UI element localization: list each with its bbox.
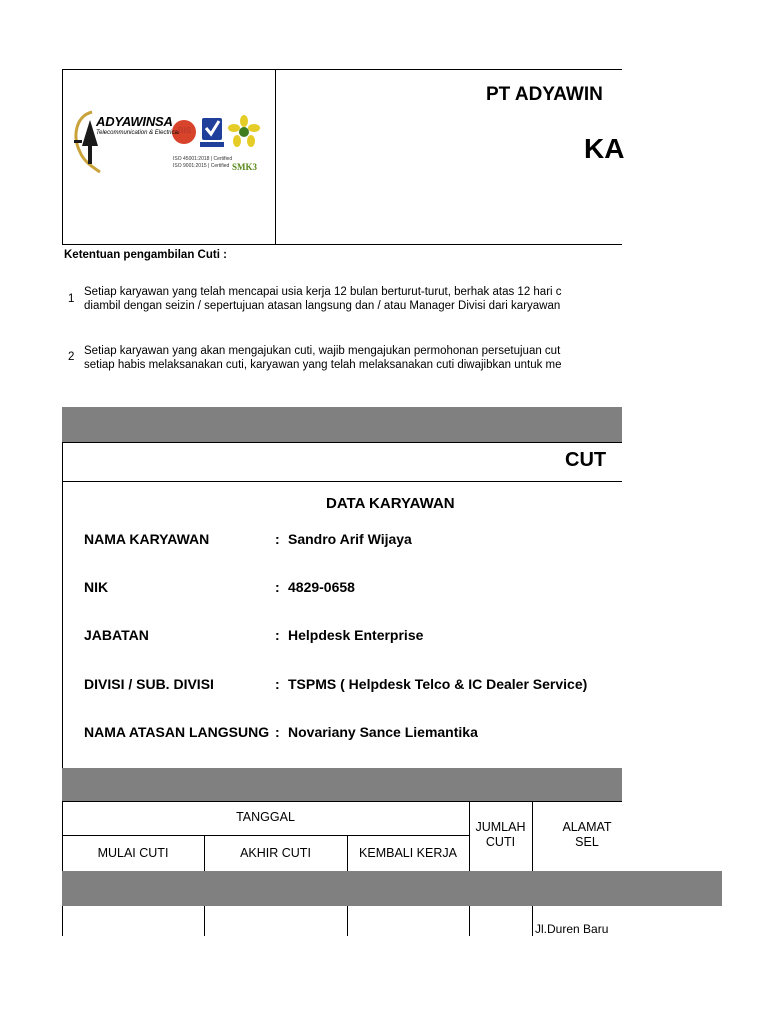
field-colon: : xyxy=(275,676,280,692)
table-border xyxy=(204,906,205,936)
header-line: SEL xyxy=(575,835,599,849)
header-line: ALAMAT xyxy=(562,820,612,834)
section-border xyxy=(62,442,622,443)
header-divider xyxy=(275,69,276,245)
field-value-nama: Sandro Arif Wijaya xyxy=(288,531,412,547)
rule-line: setiap habis melaksanakan cuti, karyawan yang telah melaksanakan cuti diwajibkan untuk me xyxy=(84,359,562,371)
logo-tagline: Telecommunication & Electrical xyxy=(96,130,180,136)
field-value-atasan: Novariany Sance Liemantika xyxy=(288,724,478,740)
rule-line: diambil dengan seizin / sepertujuan atasan langsung dan / atau Manager Divisi dari karyawan xyxy=(84,300,561,312)
column-header-tanggal: TANGGAL xyxy=(236,810,295,824)
rule-line: Setiap karyawan yang telah mencapai usia kerja 12 bulan berturut-turut, berhak atas 12 hari c xyxy=(84,286,562,298)
field-value-jabatan: Helpdesk Enterprise xyxy=(288,627,424,643)
smk3-badge-label: SMK3 xyxy=(232,162,258,172)
column-header-mulai-cuti: MULAI CUTI xyxy=(97,846,169,860)
field-label-atasan: NAMA ATASAN LANGSUNG xyxy=(84,724,270,740)
employee-data-title: DATA KARYAWAN xyxy=(326,495,455,512)
field-label-nama: NAMA KARYAWAN xyxy=(84,531,210,547)
table-border xyxy=(532,906,533,936)
logo-brand-text: ADYAWINSA xyxy=(96,114,173,129)
rule-text xyxy=(84,285,562,313)
table-border xyxy=(347,906,348,936)
field-value-nik: 4829-0658 xyxy=(288,579,355,595)
rule-text xyxy=(84,344,562,372)
header-left-border xyxy=(62,69,63,245)
rule-line: Setiap karyawan yang akan mengajukan cuti, wajib mengajukan permohonan persetujuan cut xyxy=(84,345,561,357)
header-bottom-border xyxy=(62,244,622,245)
header-top-border xyxy=(62,69,622,70)
cert-line-1: ISO 45001:2018 | Certified xyxy=(173,156,233,162)
field-colon: : xyxy=(275,531,280,547)
section-left-border xyxy=(62,442,63,768)
section-title: CUT xyxy=(565,449,607,471)
table-border xyxy=(62,906,63,936)
rules-title: Ketentuan pengambilan Cuti : xyxy=(64,249,227,261)
field-colon: : xyxy=(275,724,280,740)
cert-line-2: ISO 9001:2015 | Certified xyxy=(173,163,230,169)
gray-band xyxy=(62,407,622,442)
logo-cert-text xyxy=(173,156,232,170)
table-border xyxy=(62,801,622,802)
table-border xyxy=(62,835,469,836)
form-title: KA xyxy=(584,133,625,164)
cell-alamat: Jl.Duren Baru xyxy=(535,922,609,936)
field-label-divisi: DIVISI / SUB. DIVISI xyxy=(84,676,214,692)
field-value-divisi: TSPMS ( Helpdesk Telco & IC Dealer Service) xyxy=(288,676,588,692)
field-label-jabatan: JABATAN xyxy=(84,627,149,643)
section-border xyxy=(62,481,622,482)
field-colon: : xyxy=(275,627,280,643)
gray-band xyxy=(62,768,622,801)
company-name: PT ADYAWIN xyxy=(486,84,603,105)
column-header-kembali-kerja: KEMBALI KERJA xyxy=(359,846,457,860)
rule-number: 1 xyxy=(68,293,75,305)
column-header-alamat xyxy=(532,820,642,850)
field-colon: : xyxy=(275,579,280,595)
gray-band xyxy=(62,871,722,906)
column-header-jumlah-cuti xyxy=(469,820,532,850)
rule-number: 2 xyxy=(68,351,75,363)
header-line: CUTI xyxy=(485,835,516,849)
bis-badge-label: BIS xyxy=(178,126,192,135)
header-line: JUMLAH xyxy=(475,820,526,834)
table-border xyxy=(469,906,470,936)
field-label-nik: NIK xyxy=(84,579,109,595)
column-header-akhir-cuti: AKHIR CUTI xyxy=(240,846,311,860)
